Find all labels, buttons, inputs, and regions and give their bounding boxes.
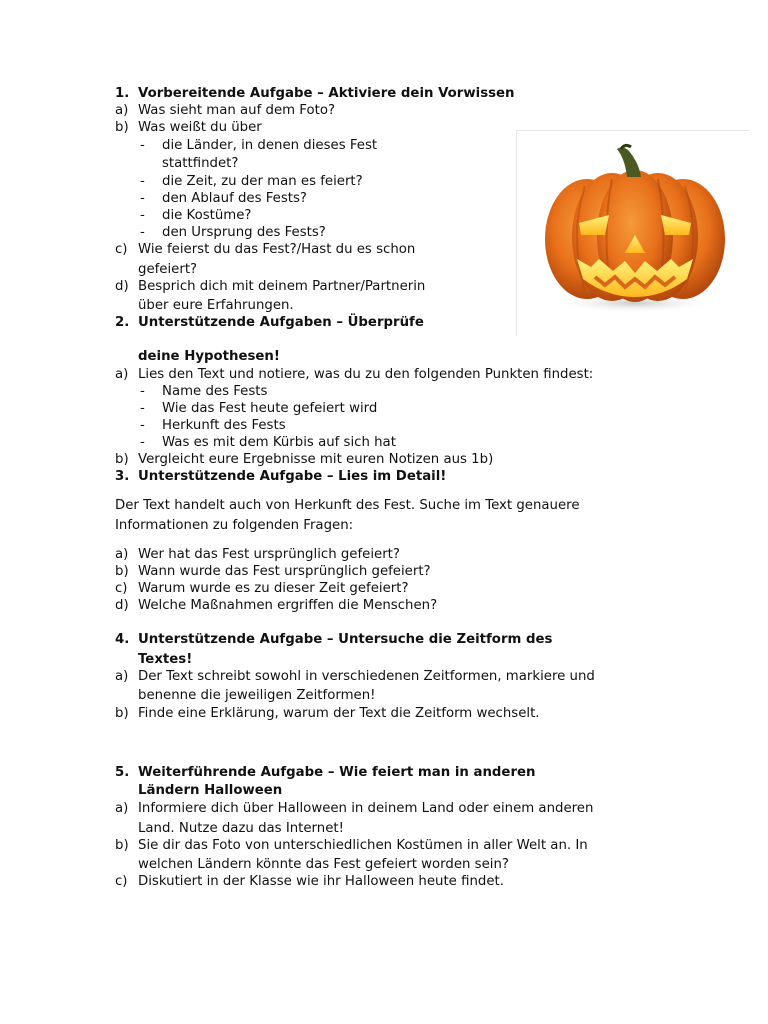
- item-label: b): [115, 838, 129, 853]
- pumpkin-icon: [517, 131, 749, 336]
- item-text: Besprich dich mit deinem Partner/Partnerin: [138, 279, 426, 294]
- sub-item-text: die Kostüme?: [162, 208, 252, 223]
- section-number: 3.: [115, 469, 130, 484]
- section-title: Vorbereitende Aufgabe – Aktiviere dein Vorwissen: [138, 86, 515, 101]
- item-label: a): [115, 669, 129, 684]
- item-text: welchen Ländern könnte das Fest gefeiert worden sein?: [138, 857, 509, 872]
- sub-item-text: den Ablauf des Fests?: [162, 191, 307, 206]
- section-title: Ländern Halloween: [138, 783, 283, 798]
- item-text: Sie dir das Foto von unterschiedlichen Kostümen in aller Welt an. In: [138, 838, 588, 853]
- item-label: a): [115, 103, 129, 118]
- bullet-dash: -: [140, 435, 145, 450]
- item-text: Lies den Text und notiere, was du zu den folgenden Punkten findest:: [138, 367, 594, 382]
- paragraph-text: Der Text handelt auch von Herkunft des Fest. Suche im Text genauere: [115, 498, 580, 513]
- item-text: Wann wurde das Fest ursprünglich gefeiert?: [138, 564, 431, 579]
- item-text: Wer hat das Fest ursprünglich gefeiert?: [138, 547, 400, 562]
- bullet-dash: -: [140, 208, 145, 223]
- sub-item-text: Name des Fests: [162, 384, 268, 399]
- jack-o-lantern-photo: [516, 130, 749, 336]
- section-title: Unterstützende Aufgaben – Überprüfe: [138, 315, 424, 330]
- item-label: b): [115, 706, 129, 721]
- item-label: a): [115, 801, 129, 816]
- bullet-dash: -: [140, 418, 145, 433]
- item-text: Warum wurde es zu dieser Zeit gefeiert?: [138, 581, 409, 596]
- item-text: Finde eine Erklärung, warum der Text die Zeitform wechselt.: [138, 706, 540, 721]
- item-label: a): [115, 547, 129, 562]
- item-text: gefeiert?: [138, 262, 198, 277]
- bullet-dash: -: [140, 174, 145, 189]
- item-label: b): [115, 564, 129, 579]
- item-label: b): [115, 120, 129, 135]
- bullet-dash: -: [140, 225, 145, 240]
- section-number: 4.: [115, 632, 130, 647]
- section-number: 5.: [115, 765, 130, 780]
- item-text: Diskutiert in der Klasse wie ihr Halloween heute findet.: [138, 874, 504, 889]
- item-text: Wie feierst du das Fest?/Hast du es schon: [138, 242, 416, 257]
- item-label: a): [115, 367, 129, 382]
- bullet-dash: -: [140, 401, 145, 416]
- bullet-dash: -: [140, 138, 145, 153]
- section-number: 1.: [115, 86, 130, 101]
- section-title: Textes!: [138, 652, 193, 667]
- item-text: Welche Maßnahmen ergriffen die Menschen?: [138, 598, 438, 613]
- item-text: Land. Nutze dazu das Internet!: [138, 821, 344, 836]
- item-text: über eure Erfahrungen.: [138, 298, 294, 313]
- item-label: d): [115, 598, 129, 613]
- item-text: Was sieht man auf dem Foto?: [138, 103, 336, 118]
- section-title: Unterstützende Aufgabe – Untersuche die Zeitform des: [138, 632, 553, 647]
- item-text: benenne die jeweiligen Zeitformen!: [138, 688, 376, 703]
- section-title: Weiterführende Aufgabe – Wie feiert man in anderen: [138, 765, 536, 780]
- bullet-dash: -: [140, 191, 145, 206]
- sub-item-text: Herkunft des Fests: [162, 418, 286, 433]
- item-label: c): [115, 242, 128, 257]
- item-text: Vergleicht eure Ergebnisse mit euren Notizen aus 1b): [138, 452, 494, 467]
- sub-item-text: Was es mit dem Kürbis auf sich hat: [162, 435, 396, 450]
- item-label: d): [115, 279, 129, 294]
- item-text: Informiere dich über Halloween in deinem Land oder einem anderen: [138, 801, 594, 816]
- item-label: c): [115, 581, 128, 596]
- sub-item-text: den Ursprung des Fests?: [162, 225, 326, 240]
- item-label: b): [115, 452, 129, 467]
- sub-item-text: die Zeit, zu der man es feiert?: [162, 174, 363, 189]
- paragraph-text: Informationen zu folgenden Fragen:: [115, 518, 354, 533]
- sub-item-text: stattfindet?: [162, 156, 239, 171]
- item-label: c): [115, 874, 128, 889]
- sub-item-text: Wie das Fest heute gefeiert wird: [162, 401, 378, 416]
- section-title: deine Hypothesen!: [138, 349, 280, 364]
- section-title: Unterstützende Aufgabe – Lies im Detail!: [138, 469, 447, 484]
- section-number: 2.: [115, 315, 130, 330]
- item-text: Was weißt du über: [138, 120, 262, 135]
- bullet-dash: -: [140, 384, 145, 399]
- sub-item-text: die Länder, in denen dieses Fest: [162, 138, 378, 153]
- item-text: Der Text schreibt sowohl in verschiedenen Zeitformen, markiere und: [138, 669, 595, 684]
